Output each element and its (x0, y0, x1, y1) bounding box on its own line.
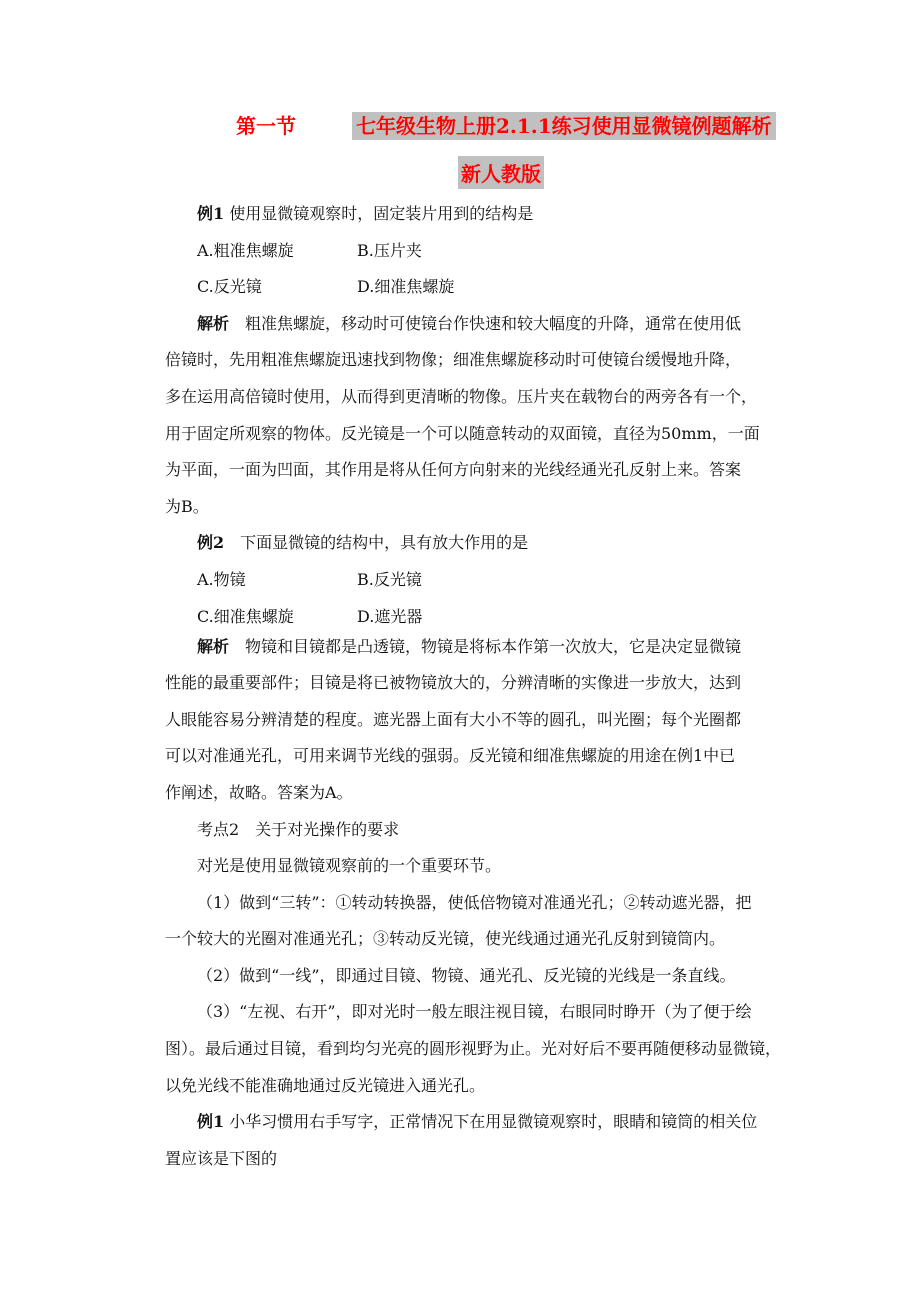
option: B.反光镜 (357, 569, 422, 589)
question-text: 使用显微镜观察时，固定装片用到的结构是 (229, 204, 534, 223)
text: 物镜和目镜都是凸透镜，物镜是将标本作第一次放大，它是决定显微镜 (245, 636, 742, 656)
option: A.粗准焦螺旋 (197, 240, 294, 260)
analysis-line: 多在运用高倍镜时使用，从而得到更清晰的物像。压片夹在载物台的两旁各有一个， (165, 386, 758, 406)
analysis-line: 用于固定所观察的物体。反光镜是一个可以随意转动的双面镜，直径为50mm，一面 (165, 423, 760, 443)
analysis-line: 可以对准通光孔，可用来调节光线的强弱。反光镜和细准焦螺旋的用途在例1中已 (165, 746, 736, 766)
list-item-line: 一个较大的光圈对准通光孔；③转动反光镜，使光线通过通光孔反射到镜筒内。 (165, 929, 726, 949)
analysis-line: 作阐述，故略。答案为A。 (165, 782, 353, 802)
main-title: 七年级生物上册2.1.1练习使用显微镜例题解析 (352, 112, 776, 140)
options-row (165, 603, 775, 633)
list-item-line: （1）做到“三转”：①转动转换器，使低倍物镜对准通光孔；②转动遮光器，把 (197, 892, 752, 912)
document-body (165, 200, 782, 1181)
options-row (165, 273, 775, 310)
option: A.物镜 (197, 569, 246, 589)
analysis-label: 解析 (197, 636, 230, 656)
analysis-line: 倍镜时，先用粗准焦螺旋迅速找到物像；细准焦螺旋移动时可使镜台缓慢地升降， (165, 350, 742, 370)
section-heading: 考点2 关于对光操作的要求 (197, 819, 400, 839)
question-text: 下面显微镜的结构中，具有放大作用的是 (240, 533, 529, 553)
analysis-line (165, 633, 775, 670)
option: D.遮光器 (357, 606, 423, 626)
list-item-line: 图）。最后通过目镜，看到均匀光亮的圆形视野为止。光对好后不要再随便移动显微镜， (165, 1039, 782, 1059)
option: C.细准焦螺旋 (197, 606, 294, 626)
example-label: 例2 (197, 533, 225, 553)
list-item-line: （3）“左视、右开”，即对光时一般左眼注视目镜，右眼同时睁开（为了便于绘 (197, 1002, 752, 1022)
analysis-line: 为B。 (165, 496, 209, 516)
section-label: 第一节 (236, 114, 296, 138)
title (236, 110, 776, 139)
question-text: 小华习惯用右手写字，正常情况下在用显微镜观察时，眼睛和镜筒的相关位 (229, 1112, 758, 1132)
example-1-question (165, 200, 775, 237)
analysis-line: 为平面，一面为凹面，其作用是将从任何方向射来的光线经通光孔反射上来。答案 (165, 460, 742, 480)
subtitle: 新人教版 (458, 156, 544, 189)
options-row (165, 566, 775, 603)
option: C.反光镜 (197, 277, 262, 297)
example-label: 例1 (197, 1112, 225, 1132)
question-text: 置应该是下图的 (165, 1148, 278, 1168)
list-item-line: 以免光线不能准确地通过反光镜进入通光孔。 (165, 1075, 486, 1095)
option: D.细准焦螺旋 (357, 277, 455, 297)
list-item-line: （2）做到“一线”，即通过目镜、物镜、通光孔、反光镜的光线是一条直线。 (197, 965, 736, 985)
example-2-question (165, 529, 775, 566)
analysis-line: 人眼能容易分辨清楚的程度。遮光器上面有大小不等的圆孔，叫光圈；每个光圈都 (165, 709, 742, 729)
analysis-line (165, 310, 775, 347)
analysis-line: 性能的最重要部件；目镜是将已被物镜放大的，分辨清晰的实像进一步放大，达到 (165, 673, 742, 693)
text: 粗准焦螺旋，移动时可使镜台作快速和较大幅度的升降，通常在使用低 (245, 313, 742, 333)
analysis-label: 解析 (197, 313, 230, 333)
paragraph: 对光是使用显微镜观察前的一个重要环节。 (197, 856, 502, 876)
options-row (165, 237, 775, 274)
example-3-question (165, 1108, 775, 1145)
example-label: 例1 (197, 204, 225, 223)
option: B.压片夹 (357, 240, 422, 260)
